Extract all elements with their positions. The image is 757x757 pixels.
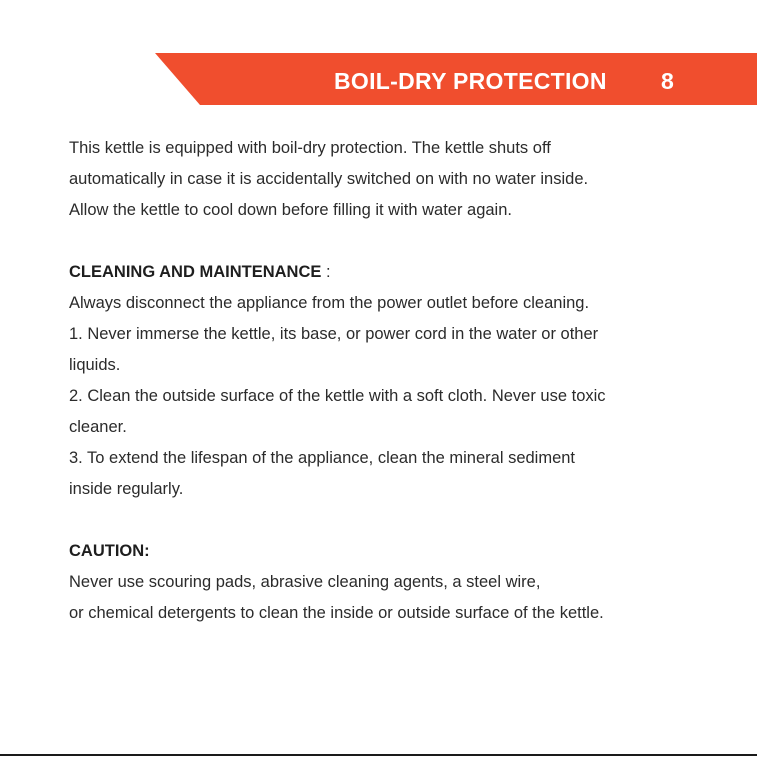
caution-heading: CAUTION: [69, 542, 150, 560]
page-content [69, 133, 739, 629]
cleaning-line: 3. To extend the lifespan of the appliance, clean the mineral sediment [69, 449, 576, 467]
cleaning-heading: CLEANING AND MAINTENANCE [69, 263, 322, 281]
cleaning-heading-line [69, 257, 739, 288]
caution-line: or chemical detergents to clean the inside or outside surface of the kettle. [69, 604, 604, 622]
bottom-rule [0, 754, 757, 756]
cleaning-line: Always disconnect the appliance from the power outlet before cleaning. [69, 294, 590, 312]
cleaning-line: inside regularly. [69, 480, 184, 498]
cleaning-line: 1. Never immerse the kettle, its base, or power cord in the water or other [69, 325, 599, 343]
cleaning-heading-colon: : [325, 263, 331, 281]
spacer [69, 226, 739, 257]
spacer [69, 505, 739, 536]
cleaning-line: liquids. [69, 356, 121, 374]
cleaning-line: 2. Clean the outside surface of the kettle with a soft cloth. Never use toxic [69, 387, 606, 405]
page-number: 8 [661, 68, 674, 94]
intro-line: Allow the kettle to cool down before filling it with water again. [69, 201, 512, 219]
intro-line: automatically in case it is accidentally switched on with no water inside. [69, 170, 589, 188]
cleaning-line: cleaner. [69, 418, 127, 436]
caution-line: Never use scouring pads, abrasive cleaning agents, a steel wire, [69, 573, 541, 591]
intro-line: This kettle is equipped with boil-dry protection. The kettle shuts off [69, 139, 551, 157]
page-title: BOIL-DRY PROTECTION [334, 68, 607, 94]
